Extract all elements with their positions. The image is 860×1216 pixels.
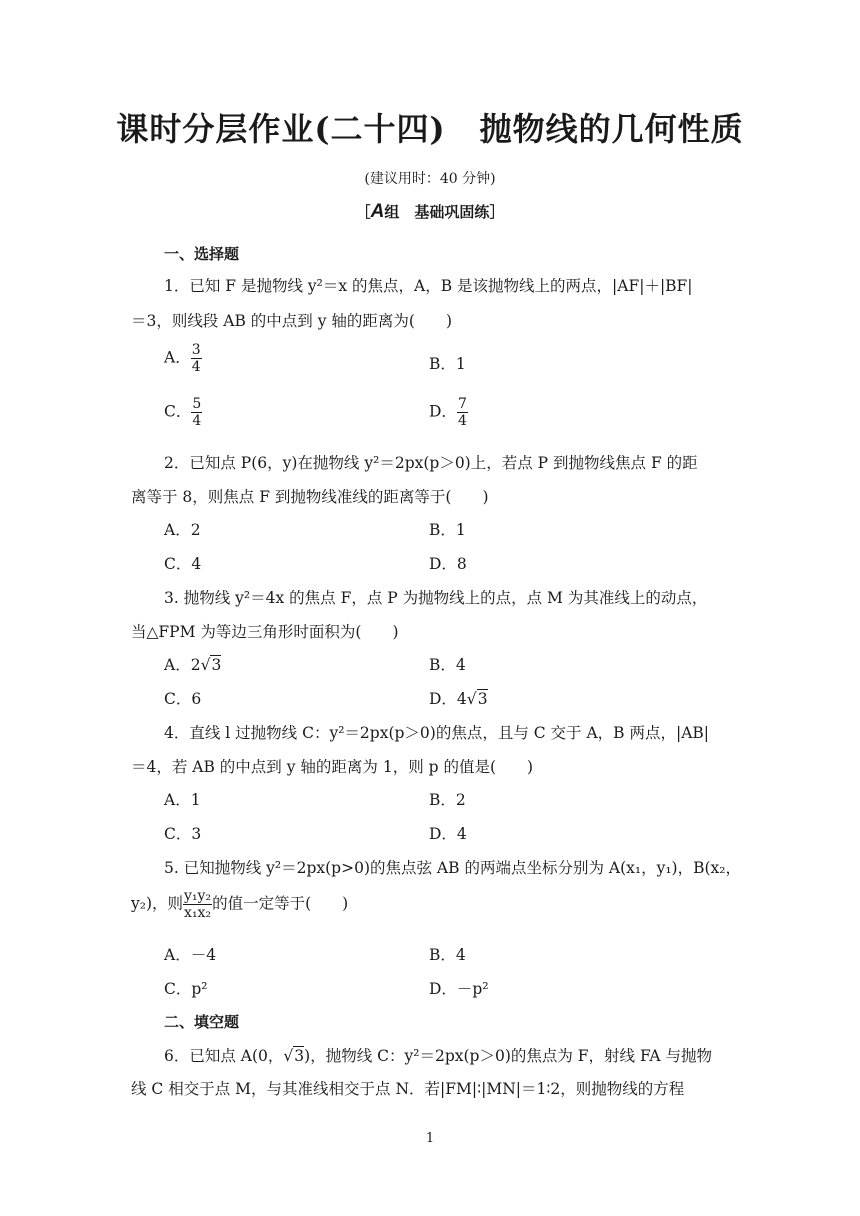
section-fill: 二、填空题: [164, 1013, 240, 1031]
q5-line1: 5. 已知抛物线 y²＝2px(p>0)的焦点弦 AB 的两端点坐标分别为 A(x₁，y₁)，B(x₂，: [164, 859, 741, 877]
q6-line1: 6．已知点 A(0，√3)，抛物线 C：y²＝2px(p＞0)的焦点为 F，射线 FA 与抛物: [164, 1047, 713, 1065]
group-heading: [0, 201, 860, 223]
q5-option-b: B．4: [429, 946, 466, 964]
q1-option-a: A． $\frac{3}{4}$: [164, 342, 201, 376]
q3-line1: 3. 抛物线 y²＝4x 的焦点 F，点 P 为抛物线上的点，点 M 为其准线上的动点，: [164, 589, 708, 607]
q4-option-d: D．4: [429, 825, 467, 843]
q2-option-a: A．2: [164, 521, 201, 539]
group-bracket-close: ］: [489, 203, 505, 221]
suggested-time: (建议用时：40 分钟): [364, 171, 496, 187]
title-topic: 抛物线的几何性质: [479, 110, 744, 148]
q5-option-d: D．－p²: [429, 980, 489, 998]
q4-line1: 4．直线 l 过抛物线 C：y²＝2px(p＞0)的焦点，且与 C 交于 A，B 两点，|AB|: [164, 724, 710, 742]
q2-option-c: C．4: [164, 555, 202, 573]
q2-line1: 2．已知点 P(6，y)在抛物线 y²＝2px(p＞0)上，若点 P 到抛物线焦点 F 的距: [164, 454, 698, 472]
q2-option-b: B．1: [429, 521, 466, 539]
q4-option-c: C．3: [164, 825, 202, 843]
q5-option-c: C．p²: [164, 980, 208, 998]
q3-option-b: B．4: [429, 656, 466, 674]
group-label: 组 基础巩固练: [384, 203, 490, 221]
q1-option-c: C． $\frac{5}{4}$: [164, 396, 202, 430]
q4-line2: ＝4，若 AB 的中点到 y 轴的距离为 1，则 p 的值是( ): [131, 758, 534, 776]
q3-option-a: A．2√3: [164, 656, 222, 674]
section-choice: 一、选择题: [164, 245, 240, 263]
q1-line2: ＝3，则线段 AB 的中点到 y 轴的距离为( ): [131, 312, 453, 330]
q1-line1: 1．已知 F 是抛物线 y²＝x 的焦点，A，B 是该抛物线上的两点，|AF|＋|BF|: [164, 277, 693, 295]
q3-line2: 当△FPM 为等边三角形时面积为( ): [131, 623, 399, 641]
title-main: 课时分层作业(二十四): [116, 110, 446, 148]
q3-option-c: C．6: [164, 690, 202, 708]
q2-option-d: D．8: [429, 555, 467, 573]
q1-option-d: D． $\frac{7}{4}$: [429, 396, 467, 430]
page-title: [0, 104, 860, 150]
group-letter: A: [370, 201, 385, 222]
page-number: 1: [425, 1131, 435, 1146]
q4-option-b: B．2: [429, 791, 466, 809]
q2-line2: 离等于 8，则焦点 F 到抛物线准线的距离等于( ): [131, 488, 489, 506]
q5-line2: y₂)，则 $\frac{\text{y₁y₂}}{\text{x₁x₂}}$ 的值一定等于( ): [131, 888, 349, 922]
group-bracket-open: ［: [355, 203, 371, 221]
q1-option-b: B．1: [429, 355, 466, 373]
q3-option-d: D．4√3: [429, 690, 488, 708]
q6-line2: 线 C 相交于点 M，与其准线相交于点 N．若|FM|∶|MN|＝1∶2，则抛物线的方程: [131, 1080, 685, 1098]
q5-option-a: A．－4: [164, 946, 217, 964]
q4-option-a: A．1: [164, 791, 201, 809]
